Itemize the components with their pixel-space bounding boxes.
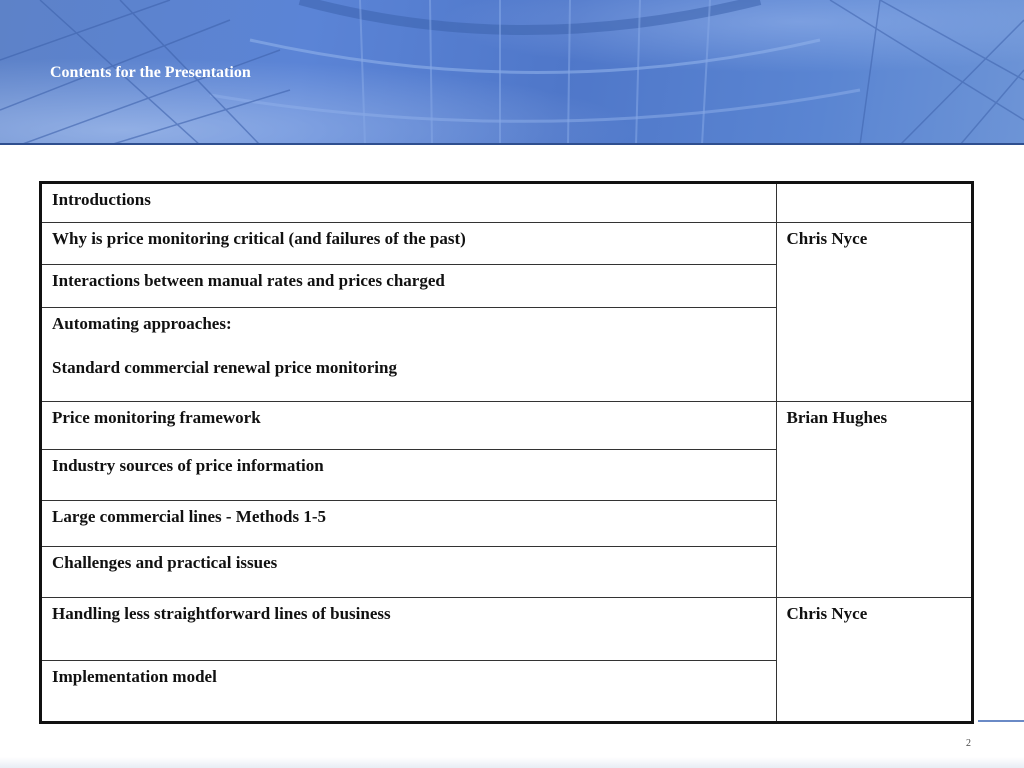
table-row xyxy=(41,223,973,265)
slide-title: Contents for the Presentation xyxy=(50,64,251,81)
topic-cell: Introductions xyxy=(41,183,777,223)
topic-cell: Handling less straightforward lines of business xyxy=(41,598,777,661)
presenter-cell xyxy=(776,183,973,223)
topic-cell: Interactions between manual rates and prices charged xyxy=(41,265,777,308)
agenda-table xyxy=(39,181,974,724)
topic-subheading: Standard commercial renewal price monitoring xyxy=(52,358,397,377)
topic-cell: Large commercial lines - Methods 1-5 xyxy=(41,501,777,547)
table-row xyxy=(41,183,973,223)
header-banner xyxy=(0,0,1024,145)
presenter-cell: Brian Hughes xyxy=(776,402,973,598)
presenter-cell: Chris Nyce xyxy=(776,598,973,723)
topic-cell xyxy=(41,308,777,402)
presenter-cell: Chris Nyce xyxy=(776,223,973,402)
footer-accent-line xyxy=(978,720,1024,722)
table-row xyxy=(41,402,973,450)
banner-divider xyxy=(0,143,1024,145)
topic-cell: Industry sources of price information xyxy=(41,450,777,501)
footer-band xyxy=(0,757,1024,768)
table-row xyxy=(41,598,973,661)
topic-cell: Challenges and practical issues xyxy=(41,547,777,598)
topic-cell: Price monitoring framework xyxy=(41,402,777,450)
page-number: 2 xyxy=(966,738,971,749)
topic-heading: Automating approaches: xyxy=(52,314,232,333)
topic-cell: Implementation model xyxy=(41,661,777,723)
topic-cell: Why is price monitoring critical (and failures of the past) xyxy=(41,223,777,265)
